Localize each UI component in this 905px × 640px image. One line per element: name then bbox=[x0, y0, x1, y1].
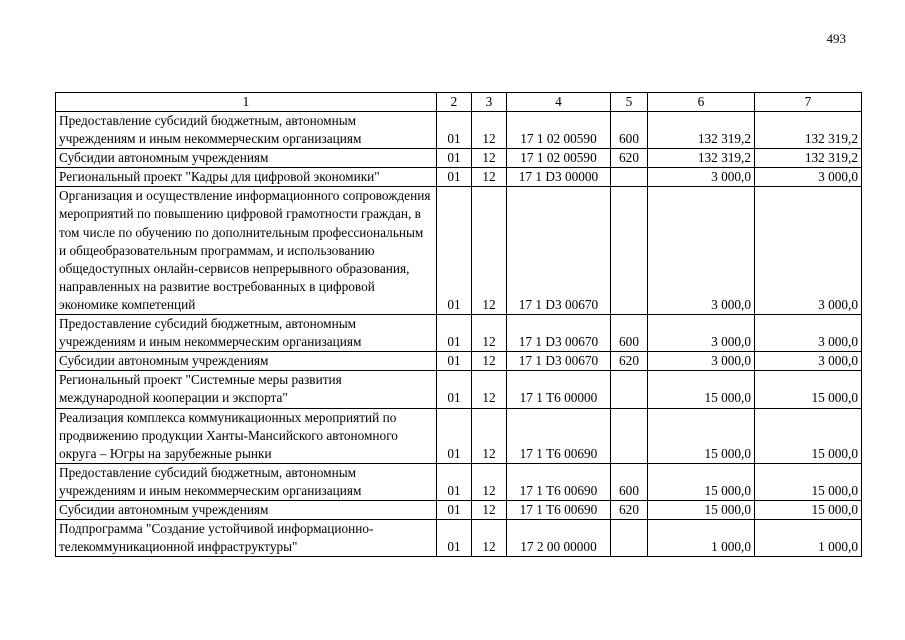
subsection-code-cell: 12 bbox=[472, 112, 507, 149]
header-cell: 3 bbox=[472, 93, 507, 112]
amount-cell: 132 319,2 bbox=[648, 149, 755, 168]
section-code-cell: 01 bbox=[437, 500, 472, 519]
section-code-cell: 01 bbox=[437, 187, 472, 315]
budget-table bbox=[55, 92, 862, 557]
header-cell: 4 bbox=[507, 93, 611, 112]
amount-cell: 132 319,2 bbox=[755, 149, 862, 168]
expense-type-cell: 620 bbox=[611, 352, 648, 371]
item-name-cell: Предоставление субсидий бюджетным, автономным учреждениям и иным некоммерческим организациям bbox=[56, 315, 437, 352]
item-name-cell: Организация и осуществление информационного сопровождения мероприятий по повышению цифровой грамотности граждан, в том числе по обучению по дополнительным профессиональным и общеобразовательным программам, и использованию общедоступных онлайн-сервисов непрерывного образования, направленных на развитие востребованных в цифровой экономике компетенций bbox=[56, 187, 437, 315]
target-article-cell: 17 1 D3 00000 bbox=[507, 168, 611, 187]
header-cell: 1 bbox=[56, 93, 437, 112]
item-name-cell: Субсидии автономным учреждениям bbox=[56, 352, 437, 371]
subsection-code-cell: 12 bbox=[472, 187, 507, 315]
section-code-cell: 01 bbox=[437, 352, 472, 371]
subsection-code-cell: 12 bbox=[472, 463, 507, 500]
section-code-cell: 01 bbox=[437, 408, 472, 463]
item-name-cell: Субсидии автономным учреждениям bbox=[56, 500, 437, 519]
header-cell: 6 bbox=[648, 93, 755, 112]
subsection-code-cell: 12 bbox=[472, 500, 507, 519]
amount-cell: 1 000,0 bbox=[755, 520, 862, 557]
item-name-cell: Региональный проект "Кадры для цифровой экономики" bbox=[56, 168, 437, 187]
subsection-code-cell: 12 bbox=[472, 408, 507, 463]
section-code-cell: 01 bbox=[437, 112, 472, 149]
amount-cell: 1 000,0 bbox=[648, 520, 755, 557]
section-code-cell: 01 bbox=[437, 463, 472, 500]
expense-type-cell: 600 bbox=[611, 315, 648, 352]
table-row bbox=[56, 315, 862, 352]
table-row bbox=[56, 463, 862, 500]
table-row bbox=[56, 352, 862, 371]
subsection-code-cell: 12 bbox=[472, 352, 507, 371]
section-code-cell: 01 bbox=[437, 371, 472, 408]
table-row bbox=[56, 371, 862, 408]
amount-cell: 3 000,0 bbox=[648, 187, 755, 315]
expense-type-cell: 600 bbox=[611, 463, 648, 500]
expense-type-cell: 620 bbox=[611, 149, 648, 168]
target-article-cell: 17 1 D3 00670 bbox=[507, 352, 611, 371]
subsection-code-cell: 12 bbox=[472, 371, 507, 408]
table-header-row bbox=[56, 93, 862, 112]
expense-type-cell bbox=[611, 168, 648, 187]
amount-cell: 15 000,0 bbox=[648, 500, 755, 519]
expense-type-cell: 620 bbox=[611, 500, 648, 519]
amount-cell: 15 000,0 bbox=[648, 371, 755, 408]
target-article-cell: 17 1 02 00590 bbox=[507, 112, 611, 149]
table-row bbox=[56, 500, 862, 519]
target-article-cell: 17 1 T6 00690 bbox=[507, 463, 611, 500]
target-article-cell: 17 2 00 00000 bbox=[507, 520, 611, 557]
section-code-cell: 01 bbox=[437, 168, 472, 187]
header-cell: 5 bbox=[611, 93, 648, 112]
amount-cell: 132 319,2 bbox=[648, 112, 755, 149]
table-row bbox=[56, 408, 862, 463]
section-code-cell: 01 bbox=[437, 149, 472, 168]
amount-cell: 15 000,0 bbox=[755, 500, 862, 519]
subsection-code-cell: 12 bbox=[472, 315, 507, 352]
amount-cell: 15 000,0 bbox=[755, 463, 862, 500]
expense-type-cell: 600 bbox=[611, 112, 648, 149]
target-article-cell: 17 1 T6 00690 bbox=[507, 500, 611, 519]
target-article-cell: 17 1 D3 00670 bbox=[507, 187, 611, 315]
item-name-cell: Предоставление субсидий бюджетным, автономным учреждениям и иным некоммерческим организациям bbox=[56, 463, 437, 500]
target-article-cell: 17 1 D3 00670 bbox=[507, 315, 611, 352]
table-row bbox=[56, 168, 862, 187]
target-article-cell: 17 1 T6 00000 bbox=[507, 371, 611, 408]
amount-cell: 15 000,0 bbox=[648, 408, 755, 463]
item-name-cell: Предоставление субсидий бюджетным, автономным учреждениям и иным некоммерческим организациям bbox=[56, 112, 437, 149]
expense-type-cell bbox=[611, 187, 648, 315]
amount-cell: 3 000,0 bbox=[755, 168, 862, 187]
table-row bbox=[56, 187, 862, 315]
table-row bbox=[56, 520, 862, 557]
amount-cell: 3 000,0 bbox=[755, 315, 862, 352]
amount-cell: 15 000,0 bbox=[755, 408, 862, 463]
target-article-cell: 17 1 02 00590 bbox=[507, 149, 611, 168]
amount-cell: 3 000,0 bbox=[648, 315, 755, 352]
header-cell: 2 bbox=[437, 93, 472, 112]
amount-cell: 15 000,0 bbox=[648, 463, 755, 500]
subsection-code-cell: 12 bbox=[472, 520, 507, 557]
section-code-cell: 01 bbox=[437, 520, 472, 557]
item-name-cell: Региональный проект "Системные меры развития международной кооперации и экспорта" bbox=[56, 371, 437, 408]
header-cell: 7 bbox=[755, 93, 862, 112]
amount-cell: 3 000,0 bbox=[755, 352, 862, 371]
item-name-cell: Реализация комплекса коммуникационных мероприятий по продвижению продукции Ханты-Мансийского автономного округа – Югры на зарубежные рынки bbox=[56, 408, 437, 463]
section-code-cell: 01 bbox=[437, 315, 472, 352]
item-name-cell: Субсидии автономным учреждениям bbox=[56, 149, 437, 168]
expense-type-cell bbox=[611, 371, 648, 408]
amount-cell: 3 000,0 bbox=[648, 168, 755, 187]
table-row bbox=[56, 112, 862, 149]
expense-type-cell bbox=[611, 520, 648, 557]
expense-type-cell bbox=[611, 408, 648, 463]
amount-cell: 3 000,0 bbox=[648, 352, 755, 371]
subsection-code-cell: 12 bbox=[472, 168, 507, 187]
subsection-code-cell: 12 bbox=[472, 149, 507, 168]
amount-cell: 3 000,0 bbox=[755, 187, 862, 315]
amount-cell: 132 319,2 bbox=[755, 112, 862, 149]
item-name-cell: Подпрограмма "Создание устойчивой информационно-телекоммуникационной инфраструктуры" bbox=[56, 520, 437, 557]
table-row bbox=[56, 149, 862, 168]
page-number: 493 bbox=[826, 31, 846, 46]
target-article-cell: 17 1 T6 00690 bbox=[507, 408, 611, 463]
amount-cell: 15 000,0 bbox=[755, 371, 862, 408]
